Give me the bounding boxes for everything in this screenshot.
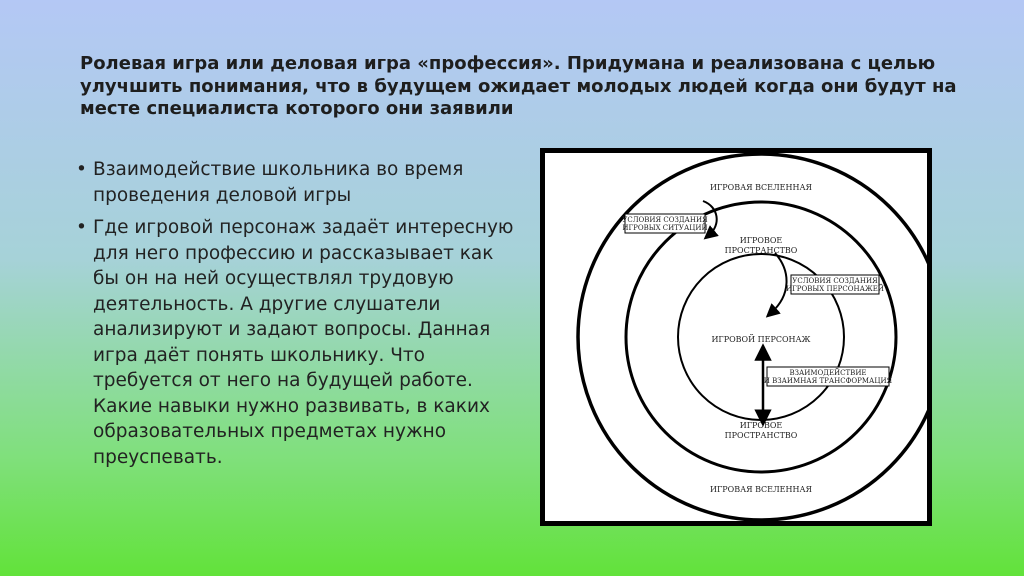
bullet-item-2 [76, 215, 516, 470]
box2-line1: УСЛОВИЯ СОЗДАНИЯ [792, 277, 878, 285]
box-game-situations [622, 214, 708, 233]
box1-line2: ИГРОВЫХ СИТУАЦИЙ [622, 224, 708, 232]
box1-line1: УСЛОВИЯ СОЗДАНИЯ [622, 216, 708, 224]
bullet-text-2: Где игровой персонаж задаёт интересную для него профессию и рассказывает как бы он на ней осуществлял трудовую деятельность. А другие слушатели анализируют и задают вопросы. Данная игра даёт понять школьнику. Что требуется от него на будущей работе. Какие навыки нужно развивать, в каких образовательных предметах нужно преуспевать. [93, 217, 514, 468]
middle-top-label-2: ПРОСТРАНСТВО [724, 246, 798, 255]
box-interaction [764, 367, 893, 386]
box3-line2: И ВЗАИМНАЯ ТРАНСФОРМАЦИЯ [763, 377, 893, 385]
box-game-characters [786, 275, 884, 294]
outer-bottom-label: ИГРОВАЯ ВСЕЛЕННАЯ [710, 485, 812, 494]
middle-top-label-1: ИГРОВОЕ [739, 236, 783, 245]
box2-line2: ИГРОВЫХ ПЕРСОНАЖЕЙ [786, 285, 884, 293]
bullet-text-1: Взаимодействие школьника во время проведения деловой игры [93, 159, 464, 206]
bullet-marker: • [76, 217, 87, 238]
bullet-marker: • [76, 159, 87, 180]
slide-title: Ролевая игра или деловая игра «профессия». Придумана и реализована с целью улучшить понимания, что в будущем ожидает молодых людей когда они будут на месте специалиста которого они заявили [80, 53, 957, 119]
box3-line1: ВЗАИМОДЕЙСТВИЕ [789, 369, 867, 377]
middle-bottom-label-2: ПРОСТРАНСТВО [724, 431, 798, 440]
center-label: ИГРОВОЙ ПЕРСОНАЖ [711, 335, 811, 344]
curved-arrow-middle-to-inner [771, 253, 787, 313]
middle-bottom-label-1: ИГРОВОЕ [739, 421, 783, 430]
bullet-list [76, 157, 516, 477]
outer-top-label: ИГРОВАЯ ВСЕЛЕННАЯ [710, 183, 812, 192]
game-structure-diagram [545, 153, 927, 521]
diagram-frame [540, 148, 932, 526]
bullet-item-1 [76, 157, 516, 208]
